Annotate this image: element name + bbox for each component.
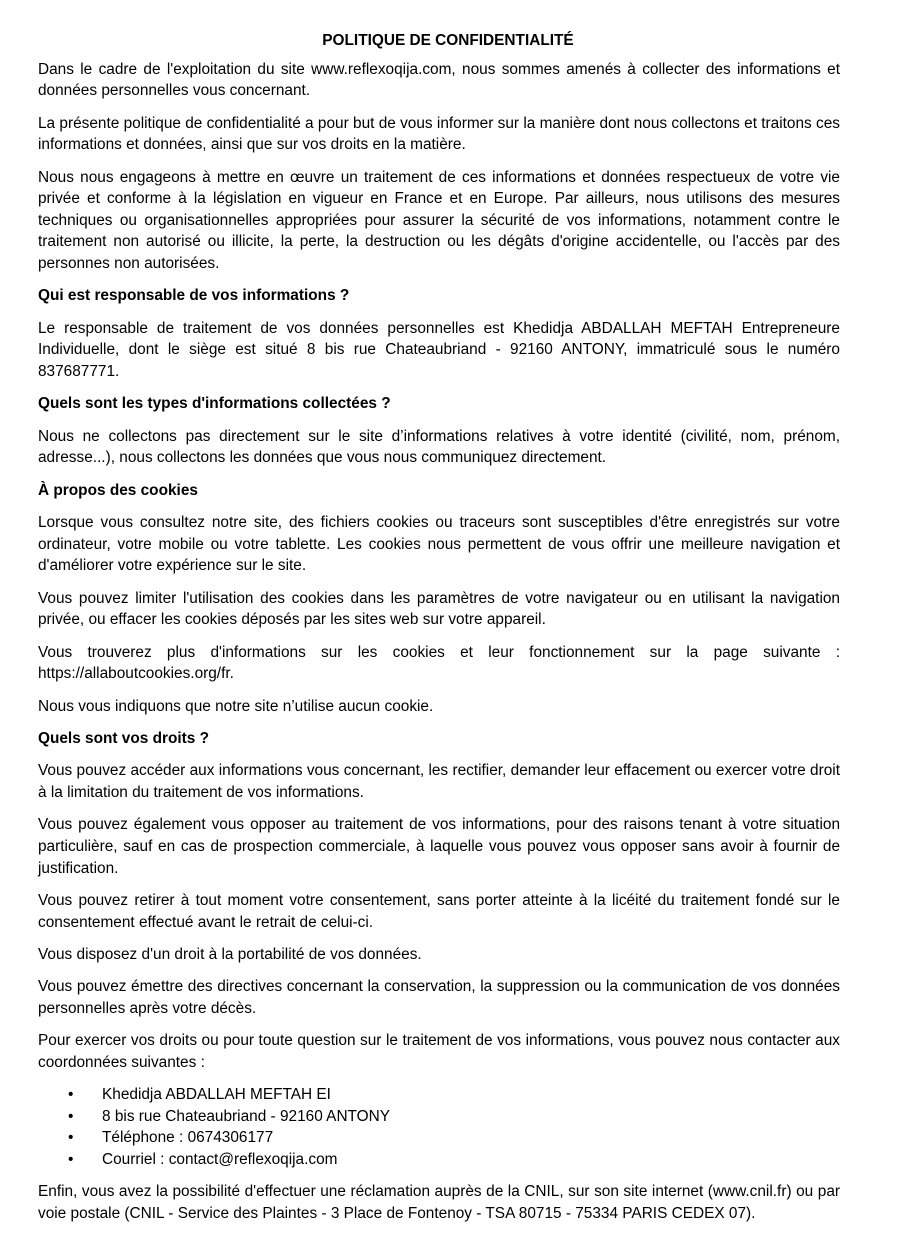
section-heading-droits: Quels sont vos droits ? bbox=[38, 730, 210, 747]
cookies-paragraph-3: Vous trouverez plus d'informations sur les cookies et leur fonctionnement sur la page suivante : https://allaboutcookies.org/fr. bbox=[38, 643, 840, 683]
closing-paragraph: Enfin, vous avez la possibilité d'effectuer une réclamation auprès de la CNIL, sur son site internet (www.cnil.fr) ou par voie postale (CNIL - Service des Plaintes - 3 Place de Fontenoy - TSA 80715 - 75334 PARIS CEDEX 07). bbox=[38, 1183, 840, 1223]
bullet-icon: • bbox=[68, 1151, 74, 1169]
droits-paragraph-3: Vous pouvez retirer à tout moment votre consentement, sans porter atteinte à la licéité du traitement fondé sur le consentement effectué avant le retrait de celui-ci. bbox=[38, 891, 840, 931]
intro-paragraph-3: Nous nous engageons à mettre en œuvre un traitement de ces informations et données respectueux de votre vie privée et conforme à la législation en vigueur en France et en Europe. Par ailleurs, nous utilisons des mesures techniques ou organisationnelles appropriées pour assurer la sécurité de vos informations, notamment contre le traitement non autorisé ou illicite, la perte, la destruction ou les dégâts d'origine accidentelle, ou l'accès par des personnes non autorisées. bbox=[38, 168, 840, 272]
contact-name: Khedidja ABDALLAH MEFTAH EI bbox=[102, 1086, 331, 1104]
bullet-icon: • bbox=[68, 1107, 74, 1125]
contact-address: 8 bis rue Chateaubriand - 92160 ANTONY bbox=[102, 1107, 391, 1125]
section-heading-types: Quels sont les types d'informations collectées ? bbox=[38, 395, 391, 413]
responsable-paragraph: Le responsable de traitement de vos données personnelles est Khedidja ABDALLAH MEFTAH Entrepreneure Individuelle, dont le siège est situé 8 bis rue Chateaubriand - 92160 ANTONY, immatriculé sous le numéro 837687771. bbox=[38, 319, 840, 380]
intro-paragraph-1: Dans le cadre de l'exploitation du site www.reflexoqija.com, nous sommes amenés à collecter des informations et données personnelles vous concernant. bbox=[38, 60, 840, 100]
droits-paragraph-6: Pour exercer vos droits ou pour toute question sur le traitement de vos informations, vous pouvez nous contacter aux coordonnées suivantes : bbox=[38, 1032, 840, 1071]
droits-paragraph-2: Vous pouvez également vous opposer au traitement de vos informations, pour des raisons tenant à votre situation particulière, sauf en cas de prospection commerciale, à laquelle vous pouvez vous opposer sans avoir à fournir de justification. bbox=[38, 816, 840, 877]
contact-list bbox=[38, 1084, 840, 1170]
droits-paragraph-4: Vous disposez d'un droit à la portabilité de vos données. bbox=[38, 945, 422, 963]
contact-phone: Téléphone : 0674306177 bbox=[102, 1129, 274, 1147]
section-heading-cookies: À propos des cookies bbox=[38, 481, 198, 499]
droits-paragraph-1: Vous pouvez accéder aux informations vous concernant, les rectifier, demander leur effacement ou exercer votre droit à la limitation du traitement de vos informations. bbox=[38, 762, 840, 801]
contact-list-item bbox=[38, 1106, 840, 1128]
document-title: POLITIQUE DE CONFIDENTIALITÉ bbox=[322, 32, 574, 49]
contact-list-item bbox=[38, 1149, 840, 1171]
intro-paragraph-2: La présente politique de confidentialité a pour but de vous informer sur la manière dont nous collectons et traitons ces informations et données, ainsi que sur vos droits en la matière. bbox=[38, 114, 840, 154]
bullet-icon: • bbox=[68, 1086, 74, 1104]
contact-list-item bbox=[38, 1127, 840, 1149]
bullet-icon: • bbox=[68, 1129, 74, 1147]
types-paragraph: Nous ne collectons pas directement sur le site d’informations relatives à votre identité (civilité, nom, prénom, adresse...), nous collectons les données que vous nous communiquez directement. bbox=[38, 427, 840, 467]
cookies-paragraph-1: Lorsque vous consultez notre site, des fichiers cookies ou traceurs sont susceptibles d'être enregistrés sur votre ordinateur, votre mobile ou votre tablette. Les cookies nous permettent de vous offrir une meilleure navigation et d'améliorer votre expérience sur le site. bbox=[38, 514, 840, 575]
contact-list-item bbox=[38, 1084, 840, 1106]
cookies-paragraph-2: Vous pouvez limiter l'utilisation des cookies dans les paramètres de votre navigateur ou en utilisant la navigation privée, ou effacer les cookies déposés par les sites web sur votre appareil. bbox=[38, 589, 840, 629]
cookies-paragraph-4: Nous vous indiquons que notre site n’utilise aucun cookie. bbox=[38, 697, 434, 715]
droits-paragraph-5: Vous pouvez émettre des directives concernant la conservation, la suppression ou la communication de vos données personnelles après votre décès. bbox=[38, 978, 840, 1017]
contact-email: Courriel : contact@reflexoqija.com bbox=[102, 1151, 338, 1169]
section-heading-responsable: Qui est responsable de vos informations ? bbox=[38, 287, 350, 305]
